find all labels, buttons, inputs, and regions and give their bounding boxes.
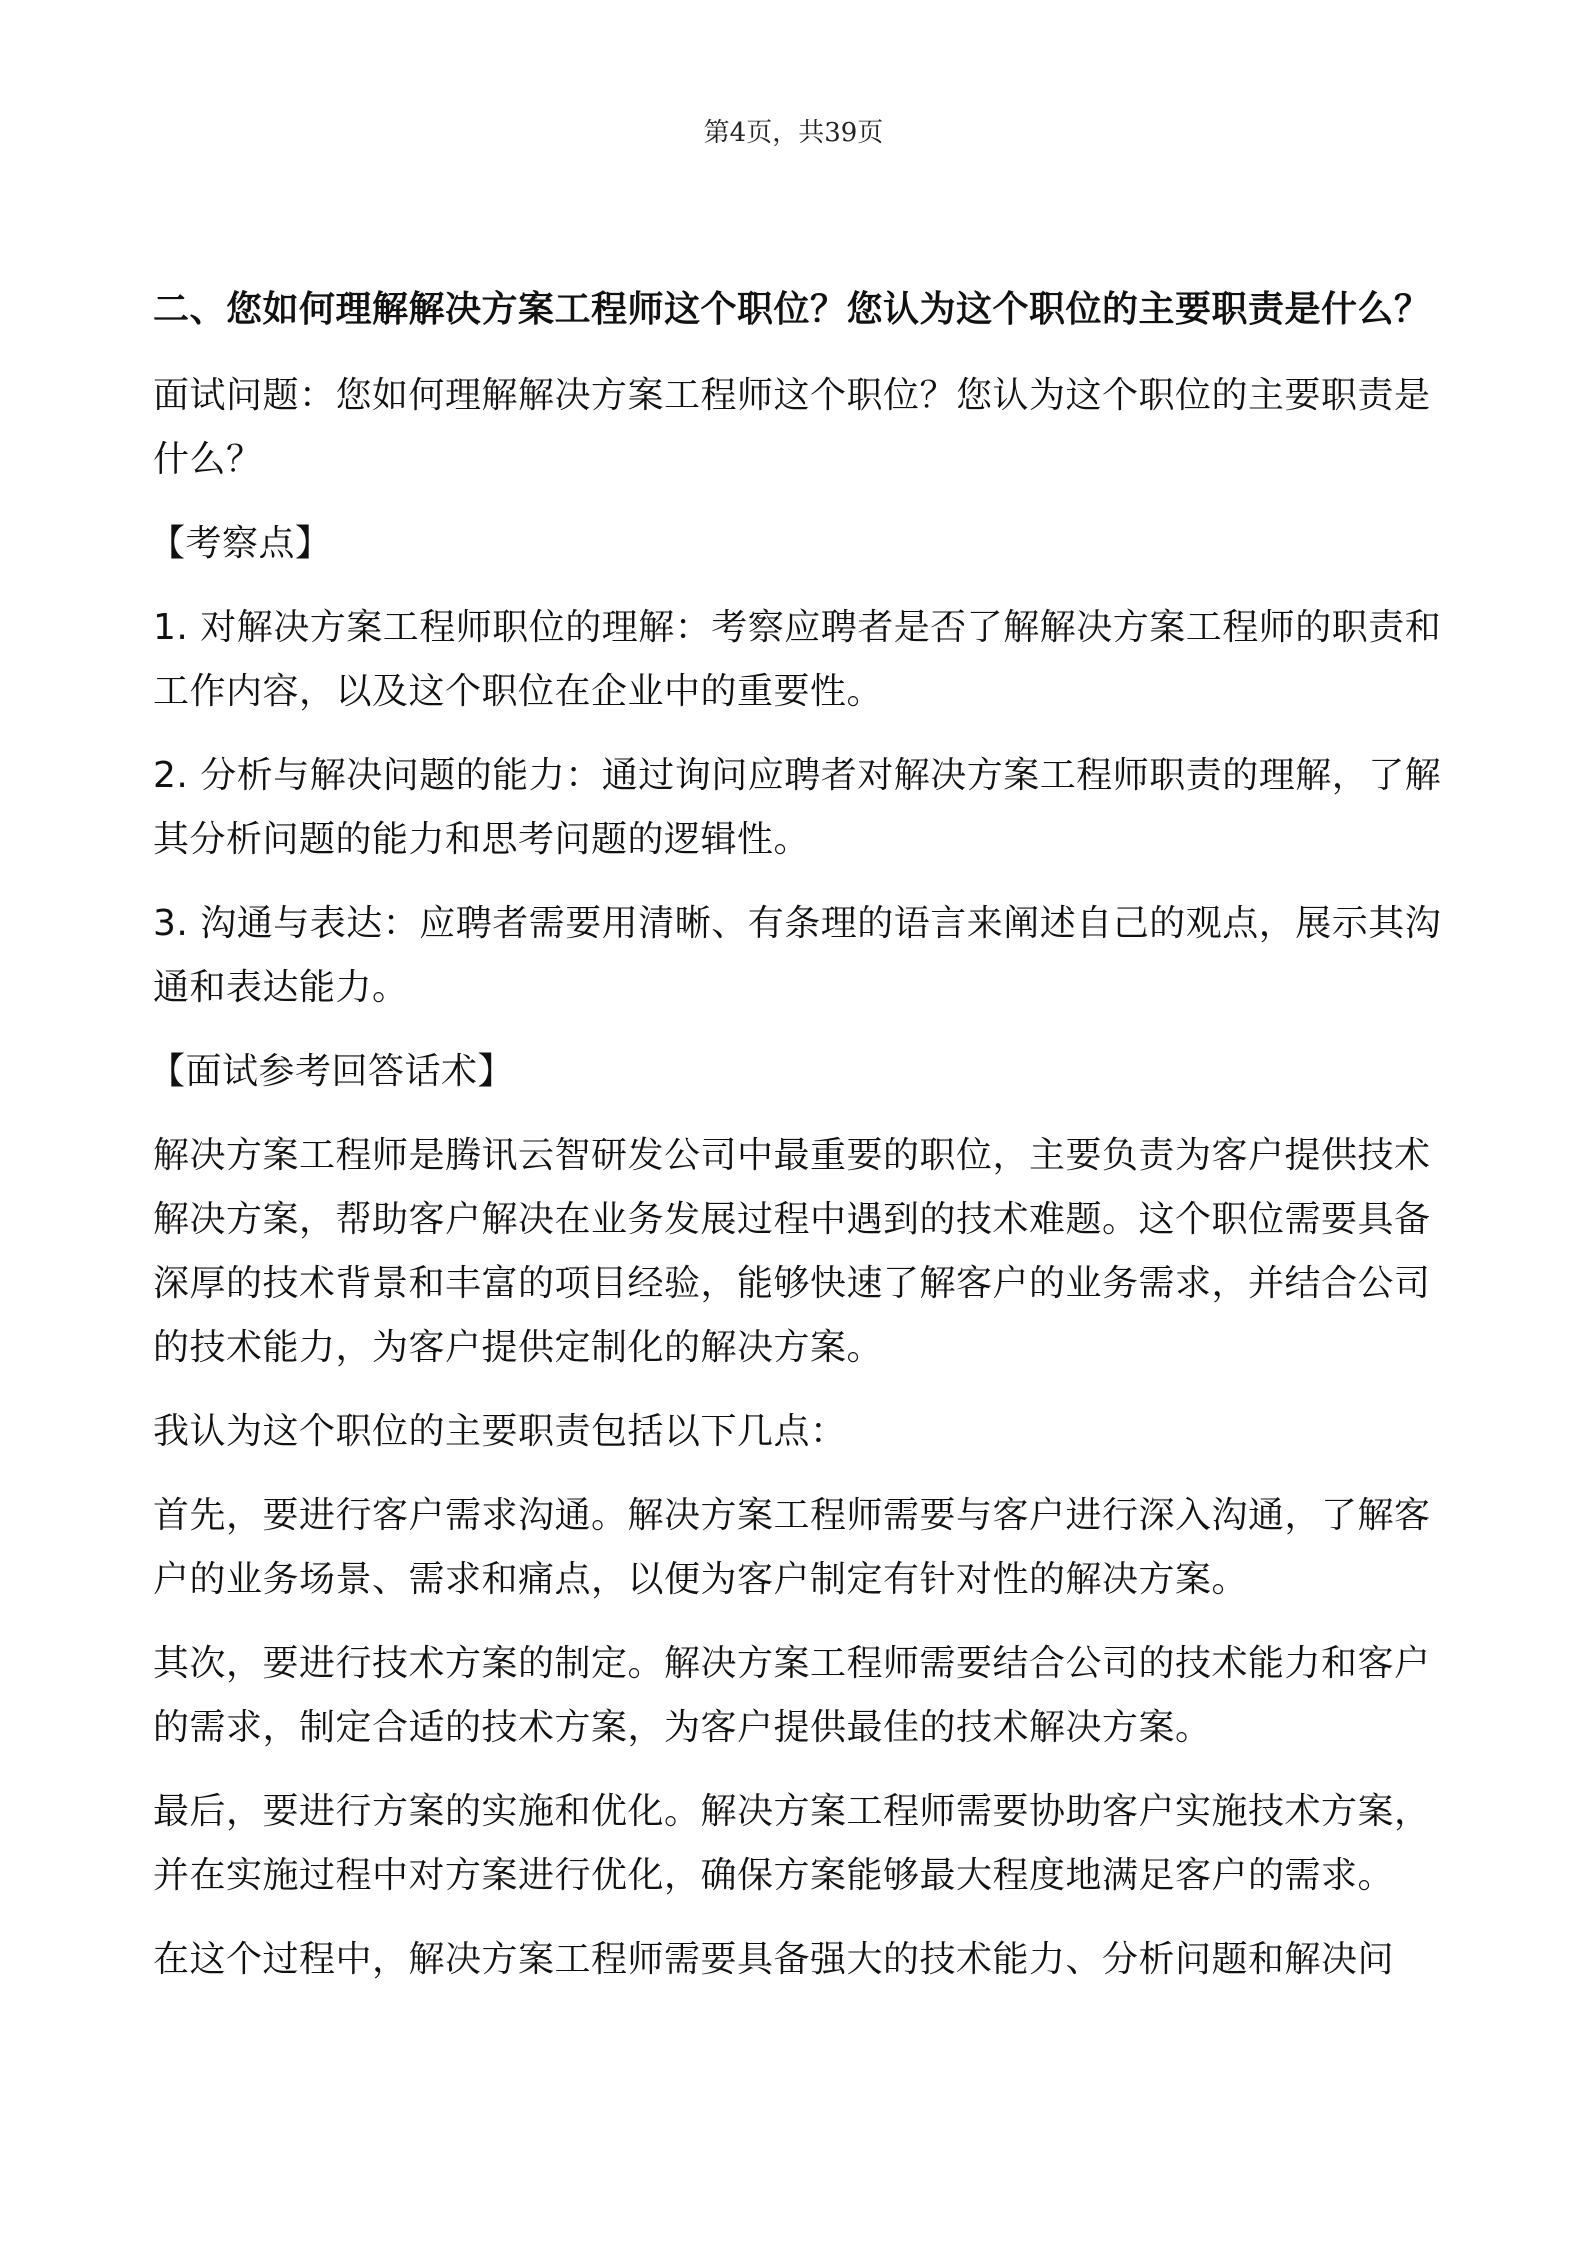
answer-paragraph: 解决方案工程师是腾讯云智研发公司中最重要的职位，主要负责为客户提供技术解决方案，帮助客户解决在业务发展过程中遇到的技术难题。这个职位需要具备深厚的技术背景和丰富的项目经验，能够快速了解客户的业务需求，并结合公司的技术能力，为客户提供定制化的解决方案。 [153,1135,1431,1368]
page-indicator: 第4页，共39页 [703,118,884,148]
answer-paragraph: 首先，要进行客户需求沟通。解决方案工程师需要与客户进行深入沟通，了解客户的业务场景、需求和痛点，以便为客户制定有针对性的解决方案。 [153,1495,1431,1600]
assessment-points-label: 【考察点】 [149,523,332,564]
interview-question: 面试问题：您如何理解解决方案工程师这个职位？您认为这个职位的主要职责是什么？ [153,375,1431,480]
assessment-point-3: 3. 沟通与表达：应聘者需要用清晰、有条理的语言来阐述自己的观点，展示其沟通和表达能力。 [153,903,1442,1008]
answer-paragraph: 最后，要进行方案的实施和优化。解决方案工程师需要协助客户实施技术方案，并在实施过程中对方案进行优化，确保方案能够最大程度地满足客户的需求。 [153,1791,1431,1896]
document-body [149,278,1445,2012]
assessment-point-1: 1. 对解决方案工程师职位的理解：考察应聘者是否了解解决方案工程师的职责和工作内容，以及这个职位在企业中的重要性。 [153,607,1442,712]
answer-paragraph: 其次，要进行技术方案的制定。解决方案工程师需要结合公司的技术能力和客户的需求，制定合适的技术方案，为客户提供最佳的技术解决方案。 [153,1643,1431,1748]
section-title: 二、您如何理解解决方案工程师这个职位？您认为这个职位的主要职责是什么？ [153,289,1431,330]
reference-answer-label: 【面试参考回答话术】 [149,1051,515,1092]
assessment-point-2: 2. 分析与解决问题的能力：通过询问应聘者对解决方案工程师职责的理解，了解其分析问题的能力和思考问题的逻辑性。 [153,755,1442,860]
answer-paragraph: 我认为这个职位的主要职责包括以下几点： [153,1411,847,1452]
answer-paragraph: 在这个过程中，解决方案工程师需要具备强大的技术能力、分析问题和解决问 [153,1939,1395,1980]
